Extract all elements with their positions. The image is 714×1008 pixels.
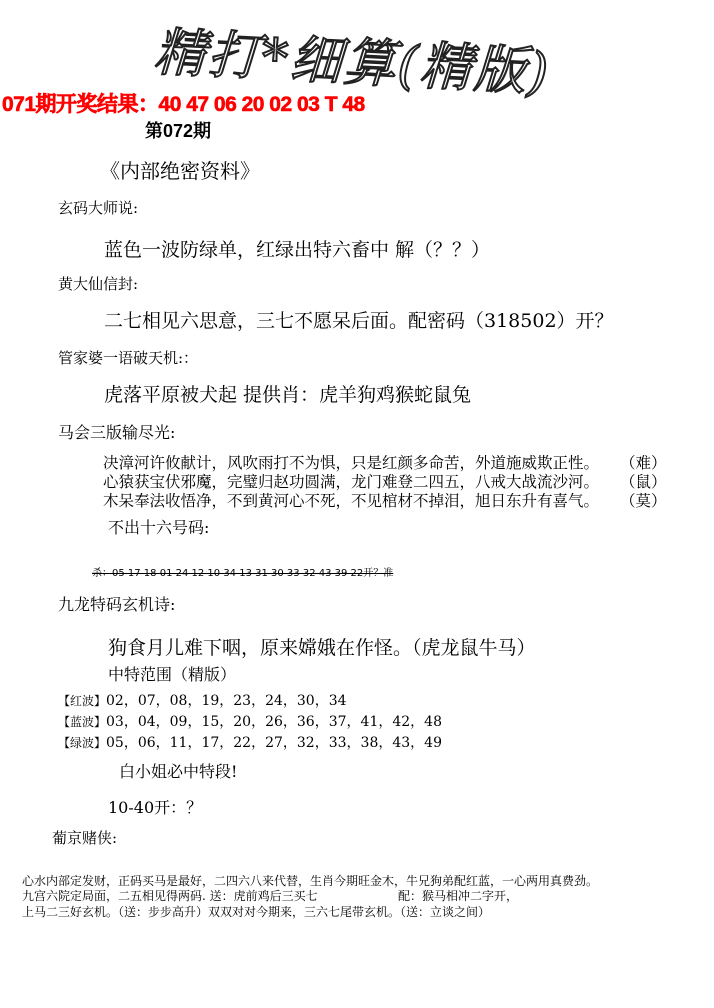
issue-number: 第072期	[145, 121, 212, 141]
red-wave-row	[58, 690, 347, 710]
miss-white-text: 白小姐必中特段!	[119, 762, 238, 781]
macau-line-3-tag: （莫）	[620, 492, 667, 510]
macau-line-3: 木呆奉法收悟净，不到黄河心不死，不见棺材不掉泪，旭日东升有喜气。	[103, 492, 600, 510]
red-wave-numbers: 02，07，08，19，23，24，30，34	[106, 693, 347, 709]
footer-line-1: 心水内部定发财，正码买马是最好，二四六八来代替，生肖今期旺金木，牛兄狗弟配红蓝，一心两用真费劲。	[22, 874, 599, 888]
nine-dragon-text: 狗食月儿难下咽，原来嫦娥在作怪。（虎龙鼠牛马）	[108, 637, 536, 659]
green-wave-row	[58, 732, 442, 752]
blue-wave-row	[58, 711, 442, 731]
blue-wave-tag: 【蓝波】	[58, 715, 107, 729]
macau-line-1-tag: （难）	[620, 454, 667, 472]
exclude16-numbers: 杀：05 17 18 01 24 12 10 34 13 31 30 33 32 43 39 22开？准	[92, 568, 394, 579]
immortal-label: 黄大仙信封:	[58, 275, 139, 293]
logo-text: 精打*细算(精版)	[152, 22, 552, 104]
master-text: 蓝色一波防绿单，红绿出特六畜中 解（？？）	[104, 239, 491, 261]
exclude16-label: 不出十六号码:	[108, 518, 210, 537]
green-wave-tag: 【绿波】	[58, 736, 107, 750]
macau-line-2: 心猿获宝伏邪魔，完璧归赵功圆满，龙门难登二四五，八戒大战流沙河。	[103, 473, 600, 491]
macau-line-2-tag: （鼠）	[620, 473, 667, 491]
macau-label: 马会三版输尽光:	[58, 423, 176, 442]
footer-line-3: 上马二三好玄机。（送：步步高升）双双对对今期来，三六七尾带玄机。（送：立谈之间）	[22, 905, 491, 919]
green-wave-numbers: 05，06，11，17，22，27，32，33，38，43，49	[106, 735, 442, 751]
previous-draw-result: 071期开奖结果：40 47 06 20 02 03 T 48	[2, 93, 365, 116]
range-label: 中特范围（精版）	[108, 665, 237, 684]
range-10-40-text: 10-40开：？	[108, 798, 203, 817]
document-title: 《内部绝密资料》	[100, 159, 260, 183]
blue-wave-numbers: 03，04，09，15，20，26，36，37，41，42，48	[106, 714, 442, 730]
master-label: 玄码大师说:	[58, 199, 139, 217]
macau-gambler-label: 葡京赌侠:	[52, 829, 118, 847]
macau-line-1: 决漳河许攸献计，风吹雨打不为惧，只是红颜多命苦，外道施威欺正性。	[103, 454, 600, 472]
housekeeper-label: 管家婆一语破天机:：	[58, 349, 199, 367]
immortal-text: 二七相见六思意，三七不愿呆后面。配密码（318502）开？	[104, 310, 614, 332]
nine-dragon-label: 九龙特码玄机诗:	[58, 595, 176, 614]
red-wave-tag: 【红波】	[58, 694, 107, 708]
housekeeper-text: 虎落平原被犬起 提供肖：虎羊狗鸡猴蛇鼠兔	[104, 384, 472, 406]
footer-line-2a: 九宫六院定局面，二五相见得两码. 送：虎前鸡后三买七	[22, 889, 318, 903]
footer-line-2b: 配：猴马相冲二字开，	[398, 889, 519, 903]
